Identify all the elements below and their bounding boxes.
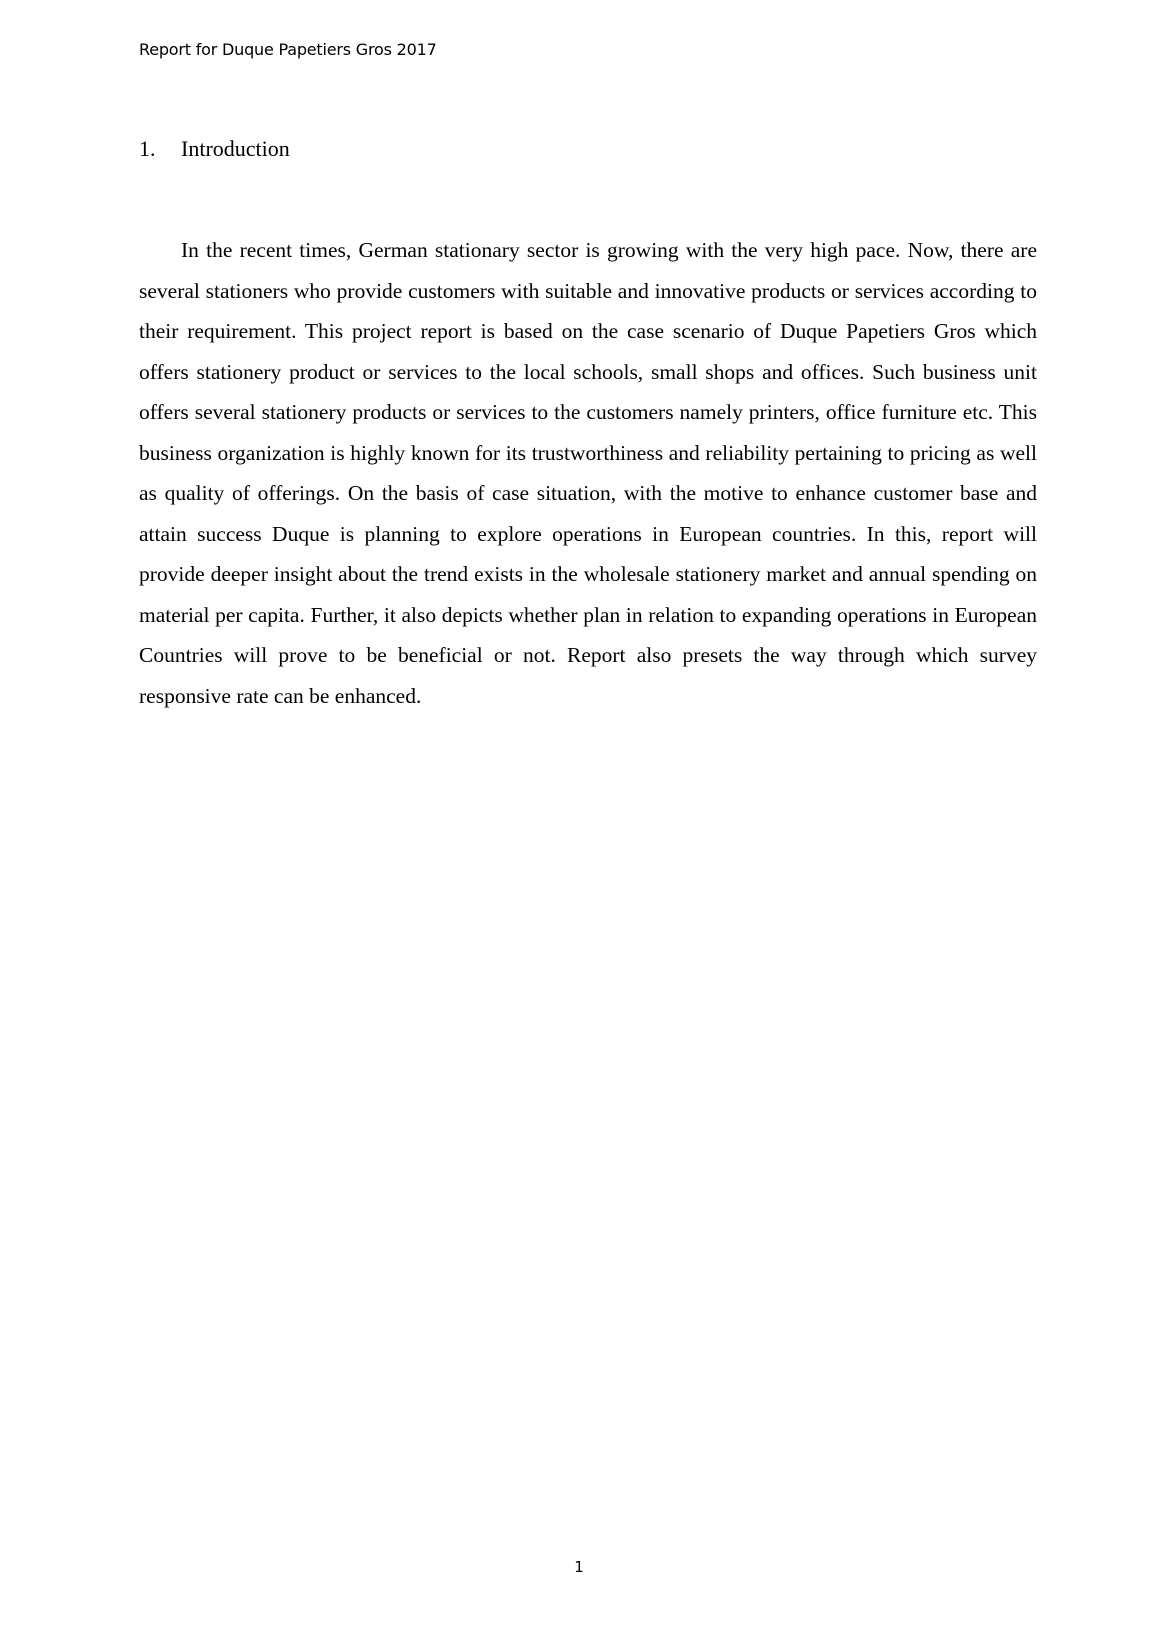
section-heading <box>139 134 290 164</box>
section-title: Introduction <box>181 136 290 161</box>
page-header: Report for Duque Papetiers Gros 2017 <box>139 40 437 59</box>
section-number: 1. <box>139 136 156 161</box>
intro-paragraph: In the recent times, German stationary sector is growing with the very high pace. Now, there are several stationers who provide customers with suitable and innovative products or services according to their requirement. This project report is based on the case scenario of Duque Papetiers Gros which offers stationery product or services to the local schools, small shops and offices. Such business unit offers several stationery products or services to the customers namely printers, office furniture etc. This business organization is highly known for its trustworthiness and reliability pertaining to pricing as well as quality of offerings. On the basis of case situation, with the motive to enhance customer base and attain success Duque is planning to explore operations in European countries. In this, report will provide deeper insight about the trend exists in the wholesale stationery market and annual spending on material per capita. Further, it also depicts whether plan in relation to expanding operations in European Countries will prove to be beneficial or not. Report also presets the way through which survey responsive rate can be enhanced. <box>139 238 1037 708</box>
page-number: 1 <box>574 1558 584 1576</box>
